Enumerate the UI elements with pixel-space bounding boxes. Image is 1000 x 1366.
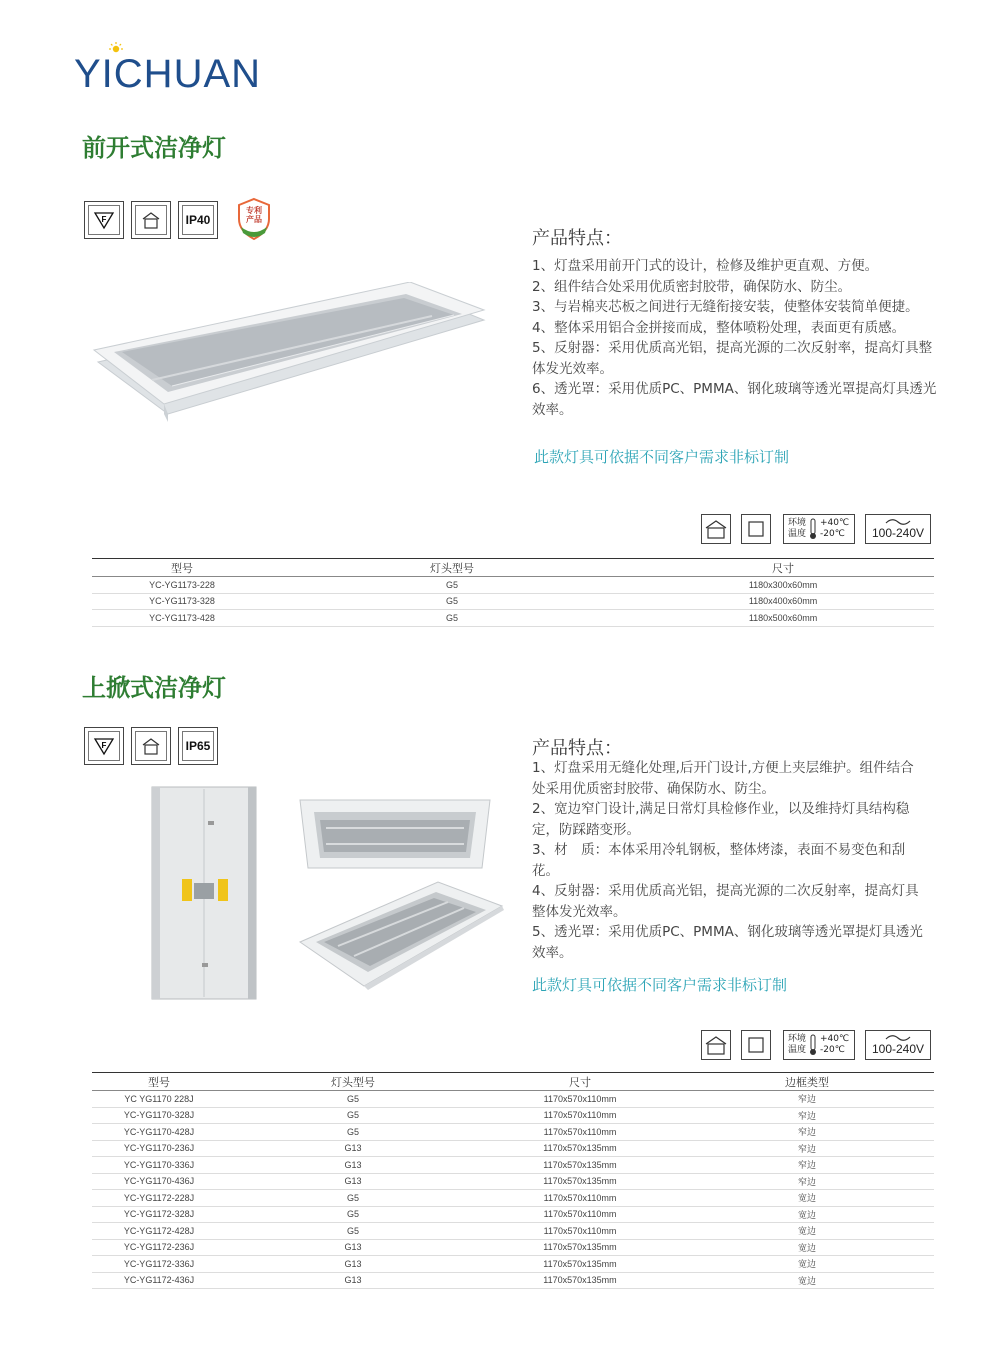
feature-item: 5、反射器：采用优质高光铝，提高光源的二次反射率，提高灯具整体发光效率。	[532, 340, 933, 377]
indoor-spec	[701, 1030, 731, 1060]
table-cell: YC-YG1173-428	[92, 610, 272, 627]
table-cell: 宽边	[680, 1223, 934, 1240]
table-cell: G13	[226, 1239, 480, 1256]
table-cell: 窄边	[680, 1124, 934, 1141]
table-row	[92, 1206, 934, 1223]
table-cell: 1170x570x110mm	[480, 1206, 680, 1223]
feature-item: 1、灯盘采用无缝化处理,后开门设计,方便上夹层维护。组件结合处采用优质密封胶带、确保防水、防尘。	[532, 760, 914, 797]
ip-rating-badge	[178, 727, 218, 765]
brand-name: YICHUAN	[74, 52, 262, 96]
thermometer-icon	[808, 517, 818, 541]
table-header: 边框类型	[680, 1073, 934, 1091]
square-icon	[746, 1035, 766, 1055]
env-temp-label: 环境	[788, 1034, 807, 1044]
feature-item: 6、透光罩：采用优质PC、PMMA、钢化玻璃等透光罩提高灯具透光效率。	[532, 381, 937, 418]
ac-wave-icon	[885, 1034, 911, 1042]
spec-icons	[701, 514, 933, 544]
brand-logo	[74, 48, 284, 98]
table-row	[92, 1256, 934, 1273]
house-icon	[704, 518, 728, 540]
table-header: 型号	[92, 1073, 226, 1091]
env-temp-min: -20℃	[820, 529, 845, 539]
table-cell: G5	[226, 1190, 480, 1207]
table-cell: G13	[226, 1272, 480, 1289]
ip-rating: IP65	[182, 731, 214, 761]
table-row	[92, 1190, 934, 1207]
table-cell: G5	[226, 1206, 480, 1223]
table-cell: YC-YG1172-436J	[92, 1272, 226, 1289]
ip-rating: IP40	[182, 205, 214, 235]
table-row	[92, 1140, 934, 1157]
f-mark-badge	[84, 727, 124, 765]
class-spec	[741, 1030, 771, 1060]
table-cell: 窄边	[680, 1173, 934, 1190]
table-cell: YC-YG1173-328	[92, 593, 272, 610]
voltage-spec	[865, 1030, 931, 1060]
table-header: 尺寸	[480, 1073, 680, 1091]
table-cell: G13	[226, 1157, 480, 1174]
table-cell: 1180x300x60mm	[632, 577, 934, 594]
svg-text:F: F	[101, 741, 107, 750]
table-cell: YC-YG1172-328J	[92, 1206, 226, 1223]
f-mark-icon	[93, 210, 115, 230]
voltage-spec	[865, 514, 931, 544]
features-list	[532, 256, 942, 420]
table-cell: G5	[226, 1107, 480, 1124]
table-header: 尺寸	[632, 559, 934, 577]
table-cell: 宽边	[680, 1206, 934, 1223]
table-cell: G13	[226, 1140, 480, 1157]
house-icon	[140, 736, 162, 756]
table-cell: YC-YG1172-228J	[92, 1190, 226, 1207]
table-cell: 窄边	[680, 1107, 934, 1124]
table-row	[92, 1157, 934, 1174]
env-temp-label: 温度	[788, 529, 807, 539]
table-cell: YC-YG1170-236J	[92, 1140, 226, 1157]
env-temp-spec	[783, 514, 855, 544]
table-cell: YC-YG1172-428J	[92, 1223, 226, 1240]
table-cell: 宽边	[680, 1239, 934, 1256]
feature-item: 3、与岩棉夹芯板之间进行无缝衔接安装，使整体安装简单便捷。	[532, 299, 919, 315]
table-cell: YC-YG1172-336J	[92, 1256, 226, 1273]
table-row	[92, 1239, 934, 1256]
table-cell: YC-YG1173-228	[92, 577, 272, 594]
class-spec	[741, 514, 771, 544]
env-temp-max: +40℃	[820, 1034, 850, 1044]
table-cell: G5	[272, 593, 632, 610]
voltage: 100-240V	[871, 526, 925, 540]
ac-wave-icon	[885, 518, 911, 526]
feature-item: 2、组件结合处采用优质密封胶带，确保防水、防尘。	[532, 278, 852, 295]
table-cell: G13	[226, 1256, 480, 1273]
table-row	[92, 1173, 934, 1190]
product-photo-top-lift-angle	[298, 880, 504, 990]
table-cell: G5	[226, 1223, 480, 1240]
table-cell: 宽边	[680, 1256, 934, 1273]
custom-note: 此款灯具可依据不同客户需求非标订制	[534, 448, 790, 466]
feature-item: 1、灯盘采用前开门式的设计，检修及维护更直观、方便。	[532, 258, 879, 274]
table-row	[92, 1091, 934, 1108]
feature-item: 5、透光罩：采用优质PC、PMMA、钢化玻璃等透光罩提灯具透光效率。	[532, 924, 923, 961]
table-cell: 1170x570x135mm	[480, 1272, 680, 1289]
patent-badge-text: 专利产品	[246, 206, 262, 224]
spec-table	[92, 1072, 934, 1289]
indoor-spec	[701, 514, 731, 544]
table-row	[92, 1107, 934, 1124]
square-icon	[746, 519, 766, 539]
env-temp-max: +40℃	[820, 518, 850, 528]
svg-text:F: F	[101, 215, 107, 224]
indoor-badge	[131, 201, 171, 239]
table-cell: 宽边	[680, 1272, 934, 1289]
feature-item: 4、反射器：采用优质高光铝，提高光源的二次反射率，提高灯具整体发光效率。	[532, 883, 919, 920]
product-photo-front-open	[92, 282, 492, 422]
features-heading: 产品特点：	[532, 738, 622, 759]
patent-badge	[235, 197, 273, 241]
table-row	[92, 1124, 934, 1141]
table-cell: 1170x570x110mm	[480, 1107, 680, 1124]
table-cell: YC-YG1172-236J	[92, 1239, 226, 1256]
voltage: 100-240V	[871, 1042, 925, 1056]
table-cell: G5	[226, 1091, 480, 1108]
table-cell: G5	[226, 1124, 480, 1141]
table-cell: 1170x570x135mm	[480, 1256, 680, 1273]
table-row	[92, 610, 934, 627]
table-header-row	[92, 1073, 934, 1091]
table-row	[92, 1272, 934, 1289]
table-row	[92, 593, 934, 610]
env-temp-min: -20℃	[820, 1045, 845, 1055]
table-cell: 1170x570x110mm	[480, 1091, 680, 1108]
feature-item: 4、整体采用铝合金拼接而成，整体喷粉处理，表面更有质感。	[532, 319, 906, 336]
product-photo-top-lift-front	[298, 798, 492, 870]
table-cell: YC-YG1170-436J	[92, 1173, 226, 1190]
table-cell: 窄边	[680, 1140, 934, 1157]
table-cell: 窄边	[680, 1091, 934, 1108]
custom-note: 此款灯具可依据不同客户需求非标订制	[532, 976, 788, 994]
table-cell: YC-YG1170-428J	[92, 1124, 226, 1141]
spec-icons	[701, 1030, 933, 1060]
table-cell: 1170x570x135mm	[480, 1173, 680, 1190]
table-cell: 1180x400x60mm	[632, 593, 934, 610]
table-cell: G5	[272, 577, 632, 594]
table-cell: G5	[272, 610, 632, 627]
section-title: 前开式洁净灯	[82, 134, 226, 162]
spec-table	[92, 558, 934, 627]
table-header: 灯头型号	[272, 559, 632, 577]
f-mark-icon	[93, 736, 115, 756]
feature-item: 3、材 质：本体采用冷轧钢板，整体烤漆，表面不易变色和刮花。	[532, 842, 906, 879]
table-cell: YC YG1170 228J	[92, 1091, 226, 1108]
table-cell: G13	[226, 1173, 480, 1190]
table-header: 灯头型号	[226, 1073, 480, 1091]
table-cell: 1170x570x135mm	[480, 1140, 680, 1157]
features-list	[532, 758, 927, 963]
table-cell: 宽边	[680, 1190, 934, 1207]
table-header: 型号	[92, 559, 272, 577]
table-cell: 1170x570x110mm	[480, 1124, 680, 1141]
feature-item: 2、宽边窄门设计,满足日常灯具检修作业，以及维持灯具结构稳定，防踩踏变形。	[532, 801, 910, 838]
table-row	[92, 1223, 934, 1240]
thermometer-icon	[808, 1033, 818, 1057]
features-heading: 产品特点：	[532, 228, 622, 249]
indoor-badge	[131, 727, 171, 765]
house-icon	[140, 210, 162, 230]
env-temp-label: 环境	[788, 518, 807, 528]
table-cell: 1170x570x135mm	[480, 1239, 680, 1256]
f-mark-badge	[84, 201, 124, 239]
product-photo-top-lift-back	[150, 785, 260, 1001]
ip-rating-badge	[178, 201, 218, 239]
table-cell: 1170x570x110mm	[480, 1223, 680, 1240]
table-cell: 窄边	[680, 1157, 934, 1174]
table-cell: 1170x570x110mm	[480, 1190, 680, 1207]
env-temp-label: 温度	[788, 1045, 807, 1055]
house-icon	[704, 1034, 728, 1056]
table-cell: 1170x570x135mm	[480, 1157, 680, 1174]
table-header-row	[92, 559, 934, 577]
table-cell: 1180x500x60mm	[632, 610, 934, 627]
env-temp-spec	[783, 1030, 855, 1060]
table-row	[92, 577, 934, 594]
table-cell: YC-YG1170-328J	[92, 1107, 226, 1124]
table-cell: YC-YG1170-336J	[92, 1157, 226, 1174]
section-title: 上掀式洁净灯	[82, 674, 226, 702]
